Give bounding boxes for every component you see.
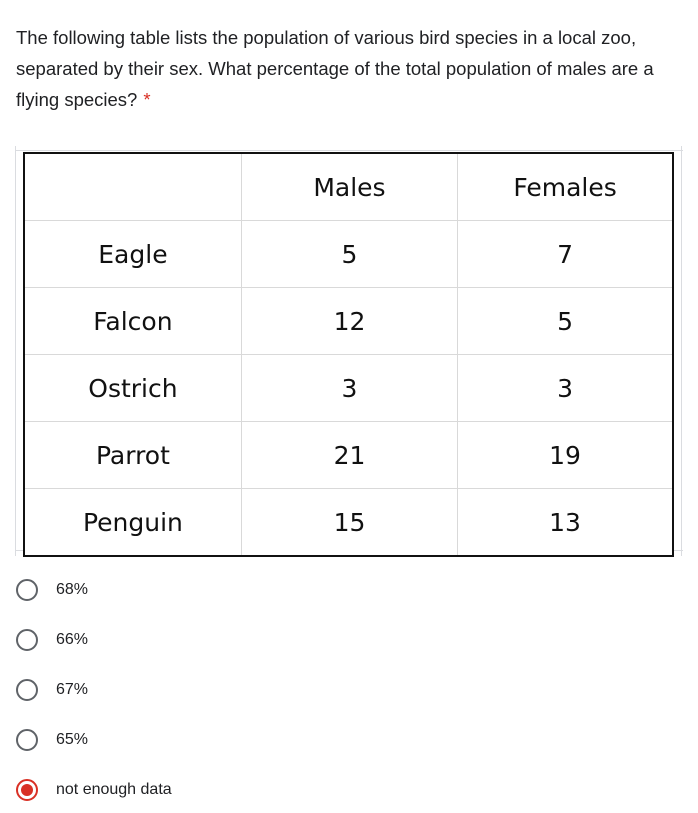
table-header-cell	[24, 153, 241, 221]
option-label[interactable]: 66%	[56, 631, 89, 648]
species-cell: Falcon	[24, 288, 241, 355]
females-cell: 13	[458, 489, 673, 557]
table-header-row	[24, 153, 673, 221]
option-68-percent[interactable]	[16, 570, 316, 610]
option-label[interactable]: 67%	[56, 681, 89, 698]
table-row	[24, 422, 673, 489]
option-66-percent[interactable]	[16, 620, 316, 660]
grid-line	[15, 150, 683, 151]
females-cell: 7	[458, 221, 673, 288]
radio-button-icon[interactable]	[16, 629, 38, 651]
species-cell: Ostrich	[24, 355, 241, 422]
species-cell: Penguin	[24, 489, 241, 557]
option-label[interactable]: 68%	[56, 581, 89, 598]
question-text: The following table lists the population of various bird species in a local zoo, separated by their sex. What percentage of the total population of males are a flying species?	[16, 27, 654, 110]
option-label[interactable]: not enough data	[56, 781, 172, 798]
species-cell: Eagle	[24, 221, 241, 288]
radio-button-icon[interactable]	[16, 679, 38, 701]
females-cell: 19	[458, 422, 673, 489]
table-row	[24, 355, 673, 422]
radio-button-icon[interactable]	[16, 579, 38, 601]
table-header-cell: Males	[241, 153, 457, 221]
males-cell: 3	[241, 355, 457, 422]
table-row	[24, 288, 673, 355]
species-cell: Parrot	[24, 422, 241, 489]
option-label[interactable]: 65%	[56, 731, 89, 748]
females-cell: 3	[458, 355, 673, 422]
males-cell: 12	[241, 288, 457, 355]
males-cell: 21	[241, 422, 457, 489]
females-cell: 5	[458, 288, 673, 355]
question-text-block	[16, 22, 676, 115]
table-row	[24, 489, 673, 557]
males-cell: 15	[241, 489, 457, 557]
required-asterisk: *	[143, 89, 151, 110]
radio-button-icon[interactable]	[16, 729, 38, 751]
bird-population-table-image	[23, 152, 674, 550]
table-row	[24, 221, 673, 288]
table-header-cell: Females	[458, 153, 673, 221]
option-not-enough-data[interactable]	[16, 770, 316, 810]
grid-line	[681, 146, 682, 556]
bird-population-table	[23, 152, 674, 557]
males-cell: 5	[241, 221, 457, 288]
option-65-percent[interactable]	[16, 720, 316, 760]
radio-button-selected-icon[interactable]	[16, 779, 38, 801]
grid-line	[15, 146, 16, 556]
option-67-percent[interactable]	[16, 670, 316, 710]
